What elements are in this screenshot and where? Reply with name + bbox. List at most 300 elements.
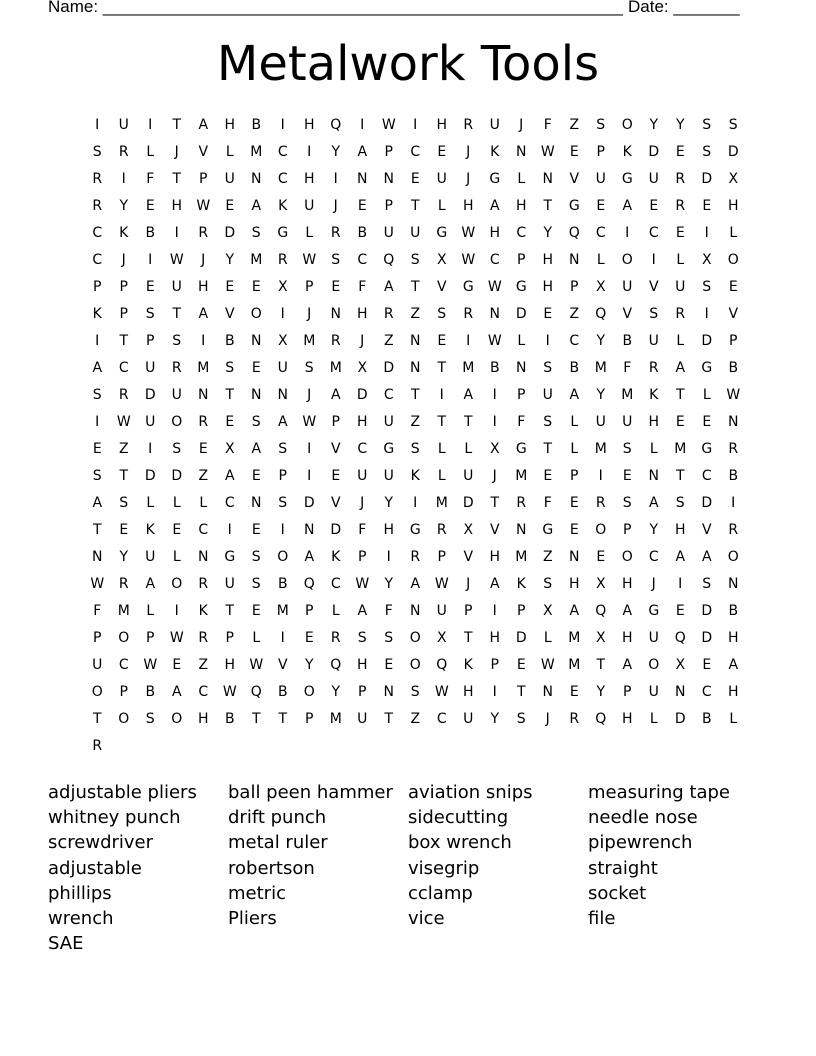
grid-letter[interactable]: K xyxy=(198,602,208,619)
grid-letter[interactable]: M xyxy=(197,359,210,376)
grid-letter[interactable]: Y xyxy=(384,494,394,511)
grid-letter[interactable]: X xyxy=(463,521,474,538)
grid-letter[interactable]: E xyxy=(543,305,553,322)
grid-letter[interactable]: T xyxy=(463,629,473,646)
grid-letter[interactable]: C xyxy=(198,683,209,700)
grid-letter[interactable]: I xyxy=(95,332,100,349)
grid-letter[interactable]: R xyxy=(675,305,686,322)
grid-letter[interactable]: T xyxy=(463,413,473,430)
grid-letter[interactable]: D xyxy=(515,629,527,646)
grid-letter[interactable]: W xyxy=(461,224,476,241)
grid-letter[interactable]: E xyxy=(225,413,235,430)
grid-letter[interactable]: O xyxy=(727,548,739,565)
grid-letter[interactable]: U xyxy=(171,386,182,403)
grid-letter[interactable]: L xyxy=(517,170,526,187)
grid-letter[interactable]: E xyxy=(225,278,235,295)
grid-letter[interactable]: H xyxy=(224,656,236,673)
grid-letter[interactable]: I xyxy=(201,332,206,349)
grid-letter[interactable]: M xyxy=(515,548,528,565)
grid-letter[interactable]: P xyxy=(358,548,367,565)
grid-letter[interactable]: R xyxy=(330,629,341,646)
grid-letter[interactable]: N xyxy=(489,305,500,322)
grid-letter[interactable]: O xyxy=(171,575,183,592)
grid-letter[interactable]: V xyxy=(569,170,580,187)
grid-letter[interactable]: B xyxy=(251,116,262,133)
grid-letter[interactable]: S xyxy=(251,224,261,241)
grid-letter[interactable]: P xyxy=(305,602,314,619)
grid-letter[interactable]: L xyxy=(437,467,446,484)
grid-letter[interactable]: D xyxy=(356,386,368,403)
grid-letter[interactable]: M xyxy=(594,440,607,457)
grid-letter[interactable]: N xyxy=(675,683,686,700)
grid-letter[interactable]: Y xyxy=(225,251,235,268)
grid-letter[interactable]: R xyxy=(595,494,606,511)
grid-letter[interactable]: D xyxy=(674,710,686,727)
grid-letter[interactable]: I xyxy=(731,494,736,511)
grid-letter[interactable]: C xyxy=(224,494,235,511)
grid-letter[interactable]: T xyxy=(172,305,182,322)
grid-letter[interactable]: N xyxy=(251,332,262,349)
grid-letter[interactable]: P xyxy=(517,602,526,619)
grid-letter[interactable]: P xyxy=(384,143,393,160)
grid-letter[interactable]: I xyxy=(307,143,312,160)
grid-letter[interactable]: L xyxy=(172,494,181,511)
grid-letter[interactable]: G xyxy=(542,521,554,538)
grid-letter[interactable]: U xyxy=(224,575,235,592)
grid-letter[interactable]: A xyxy=(383,278,394,295)
grid-letter[interactable]: W xyxy=(381,116,396,133)
grid-letter[interactable]: C xyxy=(569,332,580,349)
grid-letter[interactable]: E xyxy=(569,143,579,160)
grid-letter[interactable]: W xyxy=(726,386,741,403)
grid-letter[interactable]: U xyxy=(463,467,474,484)
grid-letter[interactable]: P xyxy=(119,278,128,295)
grid-letter[interactable]: N xyxy=(542,683,553,700)
grid-letter[interactable]: R xyxy=(198,413,209,430)
grid-letter[interactable]: C xyxy=(277,143,288,160)
grid-letter[interactable]: D xyxy=(462,494,474,511)
grid-letter[interactable]: T xyxy=(596,656,606,673)
grid-letter[interactable]: R xyxy=(118,386,129,403)
grid-letter[interactable]: H xyxy=(303,116,315,133)
grid-letter[interactable]: E xyxy=(145,197,155,214)
grid-letter[interactable]: I xyxy=(280,116,285,133)
grid-letter[interactable]: S xyxy=(675,494,685,511)
grid-letter[interactable]: L xyxy=(649,710,658,727)
grid-letter[interactable]: O xyxy=(648,656,660,673)
grid-letter[interactable]: H xyxy=(568,575,580,592)
grid-letter[interactable]: L xyxy=(172,548,181,565)
grid-letter[interactable]: S xyxy=(172,440,182,457)
grid-letter[interactable]: U xyxy=(648,332,659,349)
grid-letter[interactable]: K xyxy=(490,143,500,160)
grid-letter[interactable]: R xyxy=(436,521,447,538)
grid-letter[interactable]: I xyxy=(704,224,709,241)
grid-letter[interactable]: A xyxy=(728,656,739,673)
grid-letter[interactable]: G xyxy=(701,440,713,457)
grid-letter[interactable]: H xyxy=(436,116,448,133)
grid-letter[interactable]: D xyxy=(383,359,395,376)
grid-letter[interactable]: Q xyxy=(595,602,607,619)
grid-letter[interactable]: M xyxy=(329,710,342,727)
grid-letter[interactable]: K xyxy=(331,548,341,565)
grid-letter[interactable]: U xyxy=(383,413,394,430)
grid-letter[interactable]: I xyxy=(95,413,100,430)
grid-letter[interactable]: S xyxy=(410,440,420,457)
grid-letter[interactable]: E xyxy=(569,521,579,538)
grid-letter[interactable]: U xyxy=(675,278,686,295)
grid-letter[interactable]: D xyxy=(701,494,713,511)
grid-letter[interactable]: S xyxy=(702,575,712,592)
grid-letter[interactable]: B xyxy=(277,575,288,592)
grid-letter[interactable]: E xyxy=(225,197,235,214)
grid-letter[interactable]: J xyxy=(121,251,126,268)
grid-letter[interactable]: L xyxy=(543,629,552,646)
grid-letter[interactable]: J xyxy=(545,710,550,727)
grid-letter[interactable]: Y xyxy=(119,197,129,214)
grid-letter[interactable]: I xyxy=(360,116,365,133)
grid-letter[interactable]: H xyxy=(542,278,554,295)
grid-letter[interactable]: H xyxy=(462,197,474,214)
grid-letter[interactable]: T xyxy=(490,494,500,511)
grid-letter[interactable]: S xyxy=(596,116,606,133)
grid-letter[interactable]: L xyxy=(570,413,579,430)
grid-letter[interactable]: O xyxy=(303,683,315,700)
grid-letter[interactable]: A xyxy=(410,575,421,592)
grid-letter[interactable]: T xyxy=(278,710,288,727)
grid-letter[interactable]: A xyxy=(648,494,659,511)
grid-letter[interactable]: O xyxy=(621,251,633,268)
grid-letter[interactable]: D xyxy=(144,467,156,484)
grid-letter[interactable]: S xyxy=(543,359,553,376)
grid-letter[interactable]: I xyxy=(280,521,285,538)
grid-letter[interactable]: B xyxy=(277,683,288,700)
grid-letter[interactable]: W xyxy=(487,332,502,349)
grid-letter[interactable]: U xyxy=(277,359,288,376)
grid-letter[interactable]: A xyxy=(675,359,686,376)
grid-letter[interactable]: Y xyxy=(304,656,314,673)
grid-letter[interactable]: G xyxy=(409,521,421,538)
grid-letter[interactable]: O xyxy=(171,413,183,430)
grid-letter[interactable]: R xyxy=(675,170,686,187)
grid-letter[interactable]: F xyxy=(384,602,393,619)
grid-letter[interactable]: Q xyxy=(436,656,448,673)
grid-letter[interactable]: N xyxy=(92,548,103,565)
grid-letter[interactable]: Y xyxy=(119,548,129,565)
grid-letter[interactable]: I xyxy=(678,575,683,592)
grid-letter[interactable]: X xyxy=(595,278,606,295)
grid-letter[interactable]: L xyxy=(199,494,208,511)
grid-letter[interactable]: I xyxy=(704,305,709,322)
grid-letter[interactable]: M xyxy=(117,602,130,619)
grid-letter[interactable]: O xyxy=(621,548,633,565)
grid-letter[interactable]: X xyxy=(277,332,288,349)
grid-letter[interactable]: B xyxy=(145,683,156,700)
date-field[interactable]: Date: _______ xyxy=(628,0,740,16)
grid-letter[interactable]: I xyxy=(466,332,471,349)
grid-letter[interactable]: W xyxy=(143,656,158,673)
grid-letter[interactable]: E xyxy=(702,413,712,430)
grid-letter[interactable]: G xyxy=(489,170,501,187)
grid-letter[interactable]: S xyxy=(278,440,288,457)
grid-letter[interactable]: G xyxy=(701,359,713,376)
grid-letter[interactable]: S xyxy=(92,467,102,484)
grid-letter[interactable]: U xyxy=(622,413,633,430)
grid-letter[interactable]: D xyxy=(648,143,660,160)
grid-letter[interactable]: V xyxy=(622,305,633,322)
grid-letter[interactable]: H xyxy=(674,521,686,538)
grid-letter[interactable]: N xyxy=(728,575,739,592)
grid-letter[interactable]: T xyxy=(384,710,394,727)
grid-letter[interactable]: X xyxy=(277,278,288,295)
grid-letter[interactable]: P xyxy=(93,629,102,646)
grid-letter[interactable]: L xyxy=(729,710,738,727)
grid-letter[interactable]: V xyxy=(489,521,500,538)
grid-letter[interactable]: S xyxy=(543,575,553,592)
grid-letter[interactable]: Z xyxy=(569,305,580,322)
grid-letter[interactable]: Q xyxy=(595,305,607,322)
grid-letter[interactable]: J xyxy=(651,575,656,592)
grid-letter[interactable]: F xyxy=(517,413,526,430)
grid-letter[interactable]: O xyxy=(250,305,262,322)
grid-letter[interactable]: I xyxy=(492,386,497,403)
grid-letter[interactable]: Z xyxy=(198,656,209,673)
grid-letter[interactable]: H xyxy=(197,710,209,727)
grid-letter[interactable]: C xyxy=(118,656,129,673)
grid-letter[interactable]: A xyxy=(92,359,103,376)
grid-letter[interactable]: T xyxy=(172,116,182,133)
grid-letter[interactable]: E xyxy=(596,548,606,565)
grid-letter[interactable]: V xyxy=(198,143,209,160)
grid-letter[interactable]: P xyxy=(490,656,499,673)
grid-letter[interactable]: N xyxy=(410,359,421,376)
grid-letter[interactable]: E xyxy=(251,521,261,538)
grid-letter[interactable]: Z xyxy=(569,116,580,133)
grid-letter[interactable]: N xyxy=(410,332,421,349)
grid-letter[interactable]: N xyxy=(198,548,209,565)
grid-letter[interactable]: H xyxy=(727,197,739,214)
grid-letter[interactable]: M xyxy=(329,359,342,376)
grid-letter[interactable]: E xyxy=(304,629,314,646)
grid-letter[interactable]: T xyxy=(119,332,129,349)
grid-letter[interactable]: U xyxy=(436,602,447,619)
grid-letter[interactable]: P xyxy=(146,332,155,349)
grid-letter[interactable]: V xyxy=(330,494,341,511)
grid-letter[interactable]: W xyxy=(461,251,476,268)
grid-letter[interactable]: W xyxy=(302,251,317,268)
grid-letter[interactable]: S xyxy=(702,278,712,295)
grid-letter[interactable]: E xyxy=(543,467,553,484)
grid-letter[interactable]: H xyxy=(356,656,368,673)
grid-letter[interactable]: S xyxy=(251,575,261,592)
grid-letter[interactable]: J xyxy=(360,332,365,349)
grid-letter[interactable]: P xyxy=(517,386,526,403)
grid-letter[interactable]: E xyxy=(119,521,129,538)
grid-letter[interactable]: C xyxy=(701,683,712,700)
grid-letter[interactable]: R xyxy=(92,737,103,754)
grid-letter[interactable]: K xyxy=(145,521,155,538)
grid-letter[interactable]: E xyxy=(569,683,579,700)
grid-letter[interactable]: N xyxy=(330,305,341,322)
grid-letter[interactable]: J xyxy=(333,197,338,214)
grid-letter[interactable]: I xyxy=(148,116,153,133)
grid-letter[interactable]: I xyxy=(492,683,497,700)
grid-letter[interactable]: W xyxy=(434,683,449,700)
grid-letter[interactable]: D xyxy=(701,602,713,619)
grid-letter[interactable]: O xyxy=(409,629,421,646)
grid-letter[interactable]: P xyxy=(437,548,446,565)
grid-letter[interactable]: P xyxy=(384,197,393,214)
grid-letter[interactable]: J xyxy=(466,143,471,160)
grid-letter[interactable]: P xyxy=(623,683,632,700)
grid-letter[interactable]: O xyxy=(118,710,130,727)
grid-letter[interactable]: P xyxy=(119,305,128,322)
grid-letter[interactable]: H xyxy=(356,413,368,430)
grid-letter[interactable]: C xyxy=(357,440,368,457)
grid-letter[interactable]: X xyxy=(436,251,447,268)
grid-letter[interactable]: L xyxy=(146,602,155,619)
grid-letter[interactable]: N xyxy=(410,602,421,619)
grid-letter[interactable]: L xyxy=(702,386,711,403)
grid-letter[interactable]: R xyxy=(648,359,659,376)
grid-letter[interactable]: E xyxy=(145,278,155,295)
grid-letter[interactable]: D xyxy=(701,170,713,187)
grid-letter[interactable]: V xyxy=(224,305,235,322)
grid-letter[interactable]: E xyxy=(675,224,685,241)
grid-letter[interactable]: J xyxy=(307,386,312,403)
grid-letter[interactable]: R xyxy=(198,575,209,592)
grid-letter[interactable]: E xyxy=(331,467,341,484)
grid-letter[interactable]: X xyxy=(357,359,368,376)
grid-letter[interactable]: G xyxy=(568,197,580,214)
grid-letter[interactable]: Y xyxy=(596,683,606,700)
grid-letter[interactable]: J xyxy=(360,494,365,511)
grid-letter[interactable]: J xyxy=(492,467,497,484)
grid-letter[interactable]: U xyxy=(648,629,659,646)
grid-letter[interactable]: Z xyxy=(410,413,421,430)
name-field[interactable]: Name: _______________________________________________________ xyxy=(48,0,623,16)
grid-letter[interactable]: Y xyxy=(331,143,341,160)
grid-letter[interactable]: A xyxy=(251,197,262,214)
grid-letter[interactable]: N xyxy=(728,413,739,430)
grid-letter[interactable]: Z xyxy=(198,467,209,484)
grid-letter[interactable]: P xyxy=(119,683,128,700)
grid-letter[interactable]: Y xyxy=(543,224,553,241)
grid-letter[interactable]: U xyxy=(489,116,500,133)
grid-letter[interactable]: U xyxy=(383,467,394,484)
grid-letter[interactable]: A xyxy=(171,683,182,700)
grid-letter[interactable]: I xyxy=(280,305,285,322)
grid-letter[interactable]: N xyxy=(251,494,262,511)
grid-letter[interactable]: A xyxy=(224,467,235,484)
grid-letter[interactable]: L xyxy=(570,440,579,457)
grid-letter[interactable]: C xyxy=(92,224,103,241)
grid-letter[interactable]: P xyxy=(623,521,632,538)
grid-letter[interactable]: T xyxy=(437,359,447,376)
grid-letter[interactable]: U xyxy=(145,413,156,430)
grid-letter[interactable]: H xyxy=(489,548,501,565)
grid-letter[interactable]: P xyxy=(596,143,605,160)
grid-letter[interactable]: G xyxy=(436,224,448,241)
grid-letter[interactable]: S xyxy=(357,629,367,646)
grid-letter[interactable]: U xyxy=(436,170,447,187)
grid-letter[interactable]: M xyxy=(621,386,634,403)
grid-letter[interactable]: Q xyxy=(303,575,315,592)
grid-letter[interactable]: L xyxy=(649,440,658,457)
grid-letter[interactable]: L xyxy=(146,494,155,511)
grid-letter[interactable]: C xyxy=(92,251,103,268)
grid-letter[interactable]: X xyxy=(224,440,235,457)
grid-letter[interactable]: F xyxy=(358,521,367,538)
grid-letter[interactable]: P xyxy=(358,683,367,700)
grid-letter[interactable]: C xyxy=(118,359,129,376)
grid-letter[interactable]: N xyxy=(357,170,368,187)
grid-letter[interactable]: B xyxy=(224,710,235,727)
grid-letter[interactable]: H xyxy=(621,710,633,727)
grid-letter[interactable]: I xyxy=(439,386,444,403)
grid-letter[interactable]: F xyxy=(93,602,102,619)
grid-letter[interactable]: G xyxy=(277,224,289,241)
grid-letter[interactable]: B xyxy=(728,602,739,619)
grid-letter[interactable]: X xyxy=(595,629,606,646)
grid-letter[interactable]: O xyxy=(277,548,289,565)
grid-letter[interactable]: N xyxy=(383,170,394,187)
grid-letter[interactable]: Q xyxy=(250,683,262,700)
grid-letter[interactable]: I xyxy=(492,413,497,430)
grid-letter[interactable]: W xyxy=(116,413,131,430)
grid-letter[interactable]: N xyxy=(516,143,527,160)
grid-letter[interactable]: P xyxy=(199,170,208,187)
grid-letter[interactable]: J xyxy=(466,170,471,187)
grid-letter[interactable]: L xyxy=(676,251,685,268)
grid-letter[interactable]: C xyxy=(648,224,659,241)
grid-letter[interactable]: R xyxy=(118,143,129,160)
grid-letter[interactable]: G xyxy=(383,440,395,457)
grid-letter[interactable]: E xyxy=(569,494,579,511)
grid-letter[interactable]: O xyxy=(595,521,607,538)
grid-letter[interactable]: S xyxy=(119,494,129,511)
grid-letter[interactable]: J xyxy=(201,251,206,268)
grid-letter[interactable]: T xyxy=(437,413,447,430)
grid-letter[interactable]: G xyxy=(515,278,527,295)
grid-letter[interactable]: L xyxy=(517,332,526,349)
grid-letter[interactable]: C xyxy=(648,548,659,565)
grid-letter[interactable]: S xyxy=(278,494,288,511)
grid-letter[interactable]: D xyxy=(144,386,156,403)
grid-letter[interactable]: H xyxy=(489,629,501,646)
grid-letter[interactable]: S xyxy=(331,251,341,268)
grid-letter[interactable]: H xyxy=(171,197,183,214)
grid-letter[interactable]: X xyxy=(728,170,739,187)
grid-letter[interactable]: E xyxy=(251,359,261,376)
grid-letter[interactable]: G xyxy=(621,170,633,187)
grid-letter[interactable]: L xyxy=(437,197,446,214)
grid-letter[interactable]: Z xyxy=(118,440,129,457)
grid-letter[interactable]: I xyxy=(651,251,656,268)
grid-letter[interactable]: S xyxy=(410,251,420,268)
grid-letter[interactable]: S xyxy=(622,494,632,511)
grid-letter[interactable]: F xyxy=(358,278,367,295)
grid-letter[interactable]: O xyxy=(727,251,739,268)
grid-letter[interactable]: N xyxy=(569,548,580,565)
grid-letter[interactable]: P xyxy=(464,602,473,619)
grid-letter[interactable]: V xyxy=(728,305,739,322)
grid-letter[interactable]: T xyxy=(225,602,235,619)
grid-letter[interactable]: B xyxy=(728,467,739,484)
grid-letter[interactable]: E xyxy=(384,656,394,673)
grid-letter[interactable]: A xyxy=(622,602,633,619)
grid-letter[interactable]: B xyxy=(145,224,156,241)
